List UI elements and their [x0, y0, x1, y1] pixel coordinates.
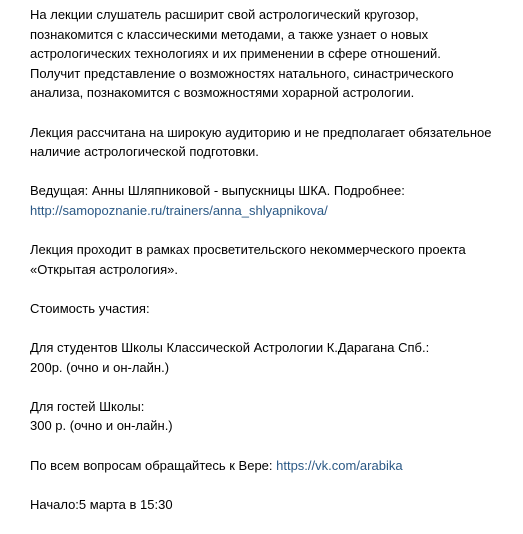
start-paragraph [30, 495, 520, 515]
intro-line: анализа, познакомится с возможностями хорарной астрологии. [30, 85, 415, 101]
audience-paragraph [30, 123, 520, 162]
host-paragraph [30, 181, 520, 220]
project-paragraph [30, 240, 520, 279]
contact-link[interactable]: https://vk.com/arabika [276, 457, 403, 473]
intro-line: На лекции слушатель расширит свой астрологический кругозор, [30, 7, 419, 22]
guests-price: 300 р. (очно и он-лайн.) [30, 418, 173, 434]
guests-label: Для гостей Школы: [30, 398, 145, 414]
contact-text: По всем вопросам обращайтесь к Вере: [30, 457, 277, 473]
guests-paragraph [30, 397, 520, 436]
cost-title: Стоимость участия: [30, 300, 150, 316]
project-line: «Открытая астрология». [30, 261, 178, 277]
project-line: Лекция проходит в рамках просветительского некоммерческого проекта [30, 242, 466, 258]
host-text: Ведущая: Анны Шляпниковой - выпускницы ШКА. Подробнее: [30, 183, 405, 199]
students-label: Для студентов Школы Классической Астрологии К.Дарагана Спб.: [30, 340, 430, 356]
post-text [30, 5, 520, 534]
intro-line: Получит представление о возможностях натального, синастрического [30, 65, 454, 81]
students-price: 200р. (очно и он-лайн.) [30, 359, 170, 375]
host-link[interactable]: http://samopoznanie.ru/trainers/anna_shlyapnikova/ [30, 202, 328, 218]
contact-paragraph [30, 456, 520, 476]
audience-line: наличие астрологической подготовки. [30, 144, 259, 160]
intro-paragraph [30, 5, 520, 103]
cost-title-paragraph [30, 299, 520, 319]
audience-line: Лекция рассчитана на широкую аудиторию и не предполагает обязательное [30, 124, 492, 140]
intro-line: познакомится с классическими методами, а также узнает о новых [30, 26, 429, 42]
students-paragraph [30, 338, 520, 377]
start-text: Начало:5 марта в 15:30 [30, 496, 173, 512]
intro-line: астрологических технологиях и их применении в сфере отношений. [30, 46, 441, 62]
